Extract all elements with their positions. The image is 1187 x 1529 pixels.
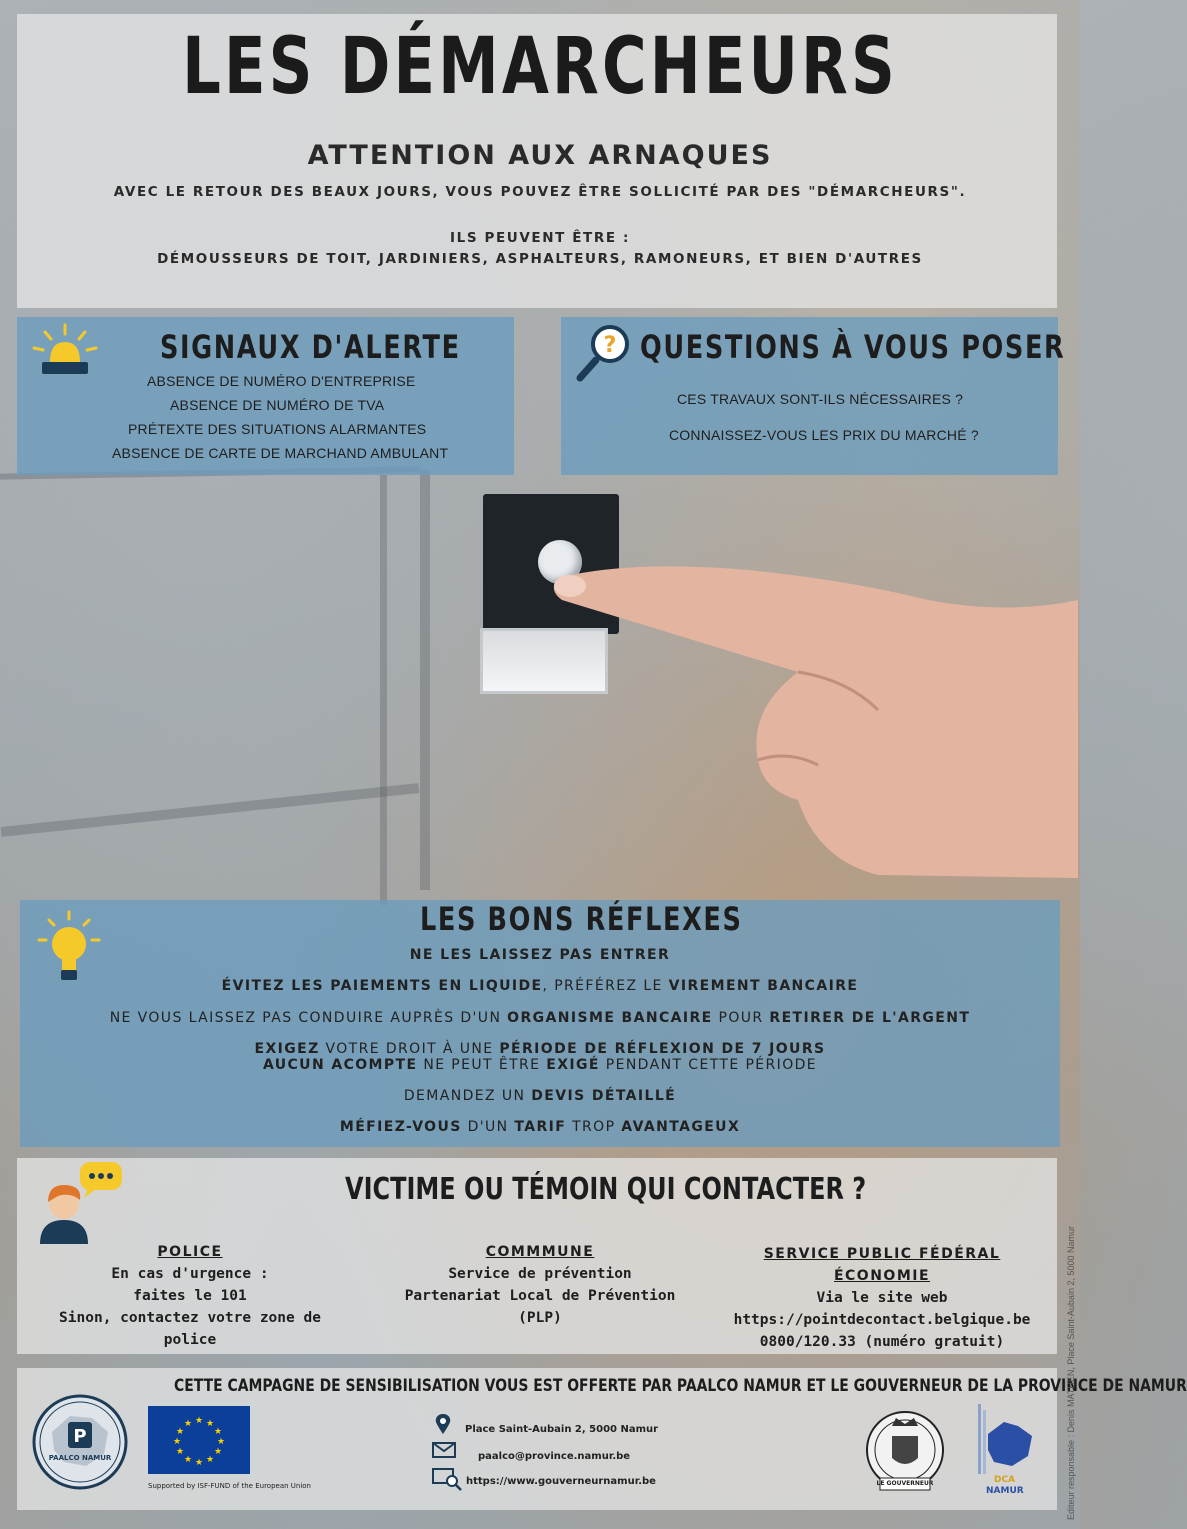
svg-text:★: ★ — [175, 1447, 185, 1457]
reflex-line: AUCUN ACOMPTE NE PEUT ÊTRE EXIGÉ PENDANT CETTE PÉRIODE — [262, 1057, 818, 1073]
commune-line: Service de prévention — [448, 1266, 632, 1282]
paalco-logo-text: PAALCO NAMUR — [48, 1454, 112, 1462]
web-search-icon — [432, 1467, 462, 1491]
svg-text:★: ★ — [194, 1416, 204, 1426]
paalco-logo — [30, 1392, 130, 1492]
svg-text:★: ★ — [213, 1447, 223, 1457]
reflex-line: EXIGEZ VOTRE DROIT À UNE PÉRIODE DE RÉFLEXION DE 7 JOURS — [254, 1041, 826, 1057]
address-text: Place Saint-Aubain 2, 5000 Namur — [465, 1424, 659, 1435]
alert-item: ABSENCE DE CARTE DE MARCHAND AMBULANT — [112, 445, 449, 461]
spf-column — [722, 1243, 1042, 1353]
dca-namur-logo — [974, 1400, 1040, 1480]
police-column — [30, 1241, 350, 1351]
spf-line: Via le site web — [816, 1290, 948, 1306]
police-line: En cas d'urgence : — [111, 1266, 269, 1282]
reflex-line: NE VOUS LAISSEZ PAS CONDUIRE AUPRÈS D'UN ORGANISME BANCAIRE POUR RETIRER DE L'ARGENT — [109, 1010, 971, 1026]
svg-text:?: ? — [603, 333, 617, 358]
question-item: CES TRAVAUX SONT-ILS NÉCESSAIRES ? — [677, 391, 964, 407]
paalco-letter: P — [73, 1426, 87, 1447]
svg-text:★: ★ — [205, 1455, 215, 1465]
svg-text:★: ★ — [175, 1427, 185, 1437]
reflex-line: NE LES LAISSEZ PAS ENTRER — [409, 947, 671, 963]
eu-flag — [148, 1406, 250, 1474]
page-title: LES DÉMARCHEURS — [182, 22, 898, 112]
police-line: Sinon, contactez votre zone de police — [59, 1310, 321, 1348]
campaign-text: CETTE CAMPAGNE DE SENSIBILISATION VOUS EST OFFERTE PAR PAALCO NAMUR ET LE GOUVERNEUR DE LA PROVINCE DE NAMUR — [174, 1376, 1187, 1396]
reflex-line: MÉFIEZ-VOUS D'UN TARIF TROP AVANTAGEUX — [339, 1119, 741, 1135]
email-link[interactable]: paalco@province.namur.be — [478, 1451, 631, 1462]
reflex-line: ÉVITEZ LES PAIEMENTS EN LIQUIDE, PRÉFÉREZ LE VIREMENT BANCAIRE — [221, 978, 859, 994]
police-line: faites le 101 — [133, 1288, 247, 1304]
reflex-line: DEMANDEZ UN DEVIS DÉTAILLÉ — [403, 1088, 677, 1104]
eu-caption: Supported by ISF-FUND of the European Union — [148, 1482, 311, 1490]
mortar-line — [1, 783, 420, 837]
mortar-line — [380, 475, 387, 905]
questions-title: QUESTIONS À VOUS POSER — [640, 328, 1066, 366]
siren-icon — [30, 322, 100, 380]
dca-sub: NAMUR — [986, 1486, 1024, 1496]
spf-heading: SERVICE PUBLIC FÉDÉRAL ÉCONOMIE — [763, 1246, 1001, 1284]
svg-text:★: ★ — [183, 1419, 193, 1429]
alert-title: SIGNAUX D'ALERTE — [160, 328, 461, 366]
alert-item: ABSENCE DE NUMÉRO DE TVA — [170, 397, 385, 413]
envelope-icon — [432, 1442, 456, 1458]
can-be-list: DÉMOUSSEURS DE TOIT, JARDINIERS, ASPHALTEURS, RAMONEURS, ET BIEN D'AUTRES — [157, 251, 923, 267]
commune-line: Partenariat Local de Prévention (PLP) — [404, 1288, 676, 1326]
svg-text:★: ★ — [194, 1458, 204, 1468]
person-chat-icon — [36, 1160, 126, 1244]
contact-title: VICTIME OU TÉMOIN QUI CONTACTER ? — [345, 1172, 867, 1207]
question-item: CONNAISSEZ-VOUS LES PRIX DU MARCHÉ ? — [669, 427, 979, 443]
commune-heading: COMMMUNE — [485, 1244, 595, 1260]
police-heading: POLICE — [157, 1244, 223, 1260]
commune-column — [380, 1241, 700, 1329]
svg-text:★: ★ — [183, 1455, 193, 1465]
publisher-credit: Editeur responsable : Denis MATHEN, Place Saint-Aubain 2, 5000 Namur — [1066, 1226, 1076, 1520]
magnifier-question-icon — [570, 320, 634, 384]
governor-seal — [862, 1396, 948, 1500]
alert-item: ABSENCE DE NUMÉRO D'ENTREPRISE — [147, 373, 416, 389]
svg-text:★: ★ — [213, 1427, 223, 1437]
pointing-hand — [548, 560, 1078, 880]
spf-phone: 0800/120.33 (numéro gratuit) — [759, 1334, 1005, 1350]
can-be-label: ILS PEUVENT ÊTRE : — [450, 230, 630, 246]
svg-text:★: ★ — [216, 1437, 226, 1447]
governor-caption: LE GOUVERNEUR — [876, 1480, 934, 1487]
intro-text: AVEC LE RETOUR DES BEAUX JOURS, VOUS POUVEZ ÊTRE SOLLICITÉ PAR DES "DÉMARCHEURS". — [113, 184, 967, 200]
location-pin-icon — [434, 1413, 452, 1435]
website-link[interactable]: https://www.gouverneurnamur.be — [466, 1476, 656, 1487]
reflexes-title: LES BONS RÉFLEXES — [420, 900, 743, 938]
svg-text:★: ★ — [172, 1437, 182, 1447]
page-subtitle: ATTENTION AUX ARNAQUES — [307, 140, 773, 171]
alert-item: PRÉTEXTE DES SITUATIONS ALARMANTES — [128, 421, 427, 437]
mortar-line — [420, 470, 430, 890]
svg-text:★: ★ — [205, 1419, 215, 1429]
spf-link[interactable]: https://pointdecontact.belgique.be — [733, 1312, 1031, 1328]
dca-text: DCA — [994, 1475, 1016, 1485]
